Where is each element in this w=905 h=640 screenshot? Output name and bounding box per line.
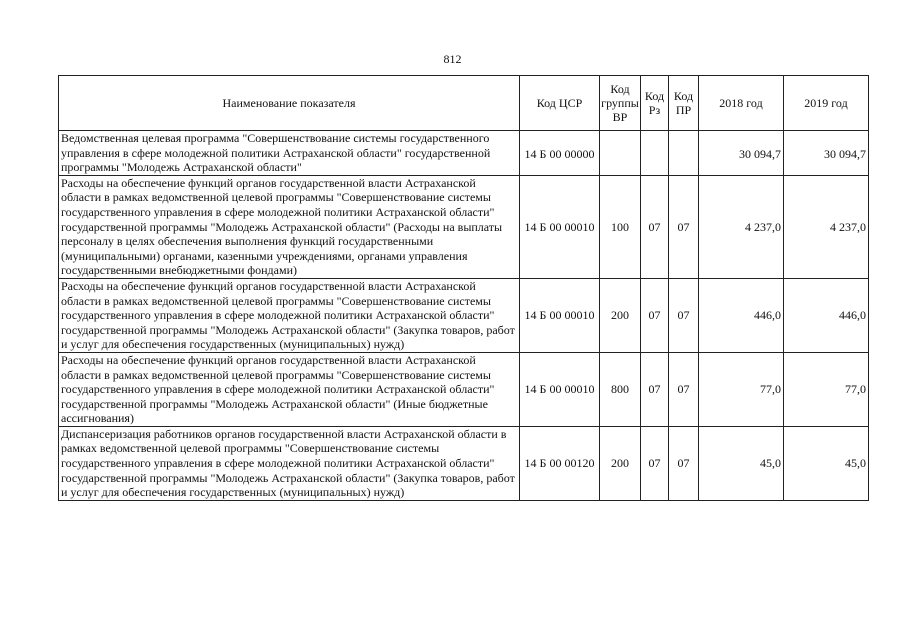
row-2019: 77,0 — [784, 352, 869, 426]
row-vr: 200 — [600, 278, 641, 352]
table-row — [59, 175, 869, 278]
row-2018: 446,0 — [699, 278, 784, 352]
row-2019: 446,0 — [784, 278, 869, 352]
header-csr: Код ЦСР — [520, 76, 600, 131]
row-pr: 07 — [669, 352, 699, 426]
row-csr: 14 Б 00 00000 — [520, 131, 600, 176]
table-row — [59, 352, 869, 426]
row-vr: 200 — [600, 426, 641, 500]
header-pr: Код ПР — [669, 76, 699, 131]
row-csr: 14 Б 00 00010 — [520, 278, 600, 352]
row-2018: 45,0 — [699, 426, 784, 500]
row-rz — [641, 131, 669, 176]
budget-table — [58, 75, 869, 501]
header-2019: 2019 год — [784, 76, 869, 131]
table-row — [59, 278, 869, 352]
row-pr — [669, 131, 699, 176]
page-number: 812 — [443, 52, 462, 66]
row-pr: 07 — [669, 278, 699, 352]
row-name: Расходы на обеспечение функций органов государственной власти Астраханской области в рамках ведомственной целевой программы "Совершенствование системы государственного управления в сфере молодежной политики Астраханской области" государственной программы "Молодежь Астраханской области" (Расходы на выплаты персоналу в целях обеспечения выполнения функций государственными (муниципальными) органами, казенными учреждениями, органами управления государственными внебюджетными фондами) — [59, 175, 520, 278]
row-rz: 07 — [641, 352, 669, 426]
header-name: Наименование показателя — [59, 76, 520, 131]
row-name: Расходы на обеспечение функций органов государственной власти Астраханской области в рамках ведомственной целевой программы "Совершенствование системы государственного управления в сфере молодежной политики Астраханской области" государственной программы "Молодежь Астраханской области" (Иные бюджетные ассигнования) — [59, 352, 520, 426]
row-rz: 07 — [641, 278, 669, 352]
row-name: Диспансеризация работников органов государственной власти Астраханской области в рамках ведомственной целевой программы "Совершенствование системы государственного управления в сфере молодежной политики Астраханской области" государственной программы "Молодежь Астраханской области" (Закупка товаров, работ и услуг для обеспечения государственных (муниципальных) нужд) — [59, 426, 520, 500]
row-csr: 14 Б 00 00010 — [520, 352, 600, 426]
table-header-row — [59, 76, 869, 131]
table-row — [59, 426, 869, 500]
row-vr: 800 — [600, 352, 641, 426]
row-name: Расходы на обеспечение функций органов государственной власти Астраханской области в рамках ведомственной целевой программы "Совершенствование системы государственного управления в сфере молодежной политики Астраханской области" государственной программы "Молодежь Астраханской области" (Закупка товаров, работ и услуг для обеспечения государственных (муниципальных) нужд) — [59, 278, 520, 352]
row-2018: 30 094,7 — [699, 131, 784, 176]
row-rz: 07 — [641, 175, 669, 278]
row-2019: 45,0 — [784, 426, 869, 500]
row-name: Ведомственная целевая программа "Совершенствование системы государственного управления в сфере молодежной политики Астраханской области" государственной программы "Молодежь Астраханской области" — [59, 131, 520, 176]
header-vr: Код группы ВР — [600, 76, 641, 131]
row-csr: 14 Б 00 00010 — [520, 175, 600, 278]
header-rz: Код Рз — [641, 76, 669, 131]
row-2018: 77,0 — [699, 352, 784, 426]
row-pr: 07 — [669, 426, 699, 500]
row-2019: 4 237,0 — [784, 175, 869, 278]
row-vr: 100 — [600, 175, 641, 278]
row-pr: 07 — [669, 175, 699, 278]
row-2019: 30 094,7 — [784, 131, 869, 176]
row-csr: 14 Б 00 00120 — [520, 426, 600, 500]
row-2018: 4 237,0 — [699, 175, 784, 278]
row-rz: 07 — [641, 426, 669, 500]
header-2018: 2018 год — [699, 76, 784, 131]
table-row — [59, 131, 869, 176]
row-vr — [600, 131, 641, 176]
